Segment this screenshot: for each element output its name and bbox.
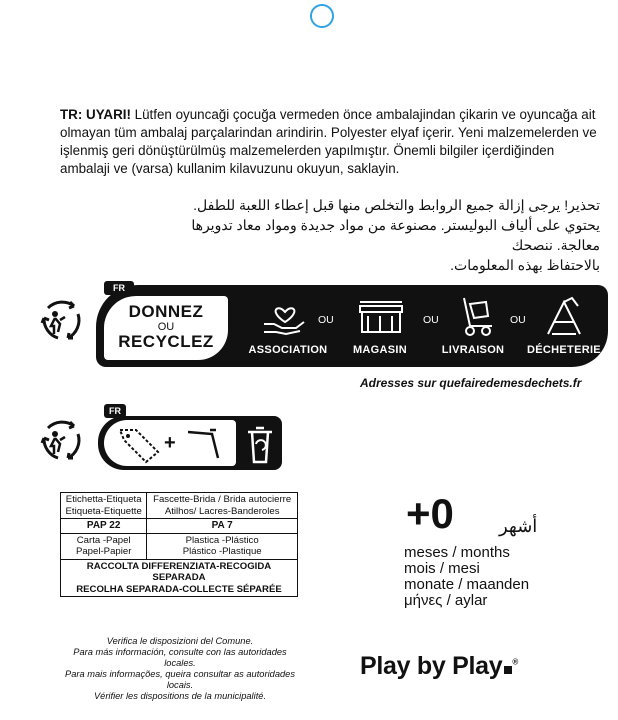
table-row xyxy=(61,559,298,597)
note-line: Para mais informações, queira consultar as autoridades locais. xyxy=(65,669,295,690)
separator-ou: OU xyxy=(510,314,526,326)
country-badge: FR xyxy=(104,404,126,418)
age-unit-line: monate / maanden xyxy=(404,576,530,593)
tie-hanger-icon xyxy=(182,424,226,464)
age-unit-line: meses / months xyxy=(404,544,510,561)
option-livraison-label: LIVRAISON xyxy=(441,344,505,356)
table-row xyxy=(61,533,298,559)
hand-truck-icon xyxy=(456,294,496,338)
arabic-warning xyxy=(170,195,600,275)
triman-icon xyxy=(40,418,84,462)
age-unit-line: mois / mesi xyxy=(404,560,480,577)
age-unit-line: μήνες / aylar xyxy=(404,592,488,609)
country-badge: FR xyxy=(104,281,134,295)
label-tag-icon xyxy=(116,424,162,464)
arabic-warning-line: تحذير! يرجى إزالة جميع الروابط والتخلص منها قبل إعطاء اللعبة للطفل. xyxy=(193,197,600,213)
turkish-warning xyxy=(60,106,600,178)
plus-sign: + xyxy=(164,432,176,454)
option-association-label: ASSOCIATION xyxy=(248,344,328,356)
recycling-bin-icon xyxy=(242,422,278,466)
donnez-text: DONNEZ xyxy=(128,302,204,321)
table-row xyxy=(61,493,298,519)
option-magasin-label: MAGASIN xyxy=(352,344,408,356)
store-icon xyxy=(356,298,406,336)
age-units xyxy=(404,545,604,609)
donnez-ou-recyclez xyxy=(104,296,228,360)
arabic-warning-line: يحتوي على ألياف البوليستر. مصنوعة من مواد جديدة ومواد معاد تدويرها معالجة. ننصحك xyxy=(191,217,600,253)
registered-mark: ® xyxy=(512,657,518,667)
separator-ou: OU xyxy=(318,314,334,326)
table-row xyxy=(61,519,298,534)
note-line: Verifica le disposizioni del Comune. xyxy=(106,636,254,646)
note-line: Vérifier les dispositions de la municipalité. xyxy=(93,691,267,701)
turkish-warning-body: Lütfen oyuncaği çocuğa vermeden önce ambalajindan çikarin ve oyuncağa ait olmayan tüm ambalaj parçalarindan arindirin. Polyester elyaf içerir. Yeni malzemelerden ve işlenmiş geri dönüştürülmüş malzemelerden yapılmıştır. Önemli bilgiler içerdiğinden ambalaji ve (varsa) kullanim kilavuzunu okuyun, saklayin. xyxy=(60,107,597,176)
heart-hand-icon xyxy=(262,298,308,336)
separator-ou: OU xyxy=(423,314,439,326)
address-link-text: Adresses sur quefairedemesdechets.fr xyxy=(360,376,582,390)
age-value: +0 xyxy=(406,490,454,537)
table-cell: Etichetta-Etiqueta Etiqueta-Etiquette xyxy=(61,493,147,519)
ou-text: OU xyxy=(157,321,175,333)
turkish-warning-title: TR: UYARI! xyxy=(60,107,131,122)
sorting-table xyxy=(60,492,298,597)
table-cell: PA 7 xyxy=(147,519,298,534)
note-line: Para más información, consulte con las autoridades locales. xyxy=(73,647,287,668)
brand-logo xyxy=(360,652,518,681)
table-cell: Plastica -Plástico Plástico -Plastique xyxy=(147,533,298,559)
brand-square-icon xyxy=(504,666,512,674)
arabic-warning-line: بالاحتفاظ بهذه المعلومات. xyxy=(450,257,600,273)
municipality-notes xyxy=(62,636,298,702)
table-cell: Carta -Papel Papel-Papier xyxy=(61,533,147,559)
recycling-tools-icon xyxy=(542,294,586,338)
option-decheterie-label: DÉCHETERIE xyxy=(527,344,601,356)
age-unit-arabic: أشهر xyxy=(499,516,538,536)
recyclez-text: RECYCLEZ xyxy=(118,332,214,351)
brand-name: Play by Play xyxy=(360,652,503,680)
table-cell: PAP 22 xyxy=(61,519,147,534)
table-cell: Fascette-Brida / Brida autocierre Atilhos/ Lacres-Banderoles xyxy=(147,493,298,519)
table-footer: RACCOLTA DIFFERENZIATA-RECOGIDA SEPARADA RECOLHA SEPARADA-COLLECTE SÉPARÉE xyxy=(61,559,298,597)
triman-icon xyxy=(40,298,84,342)
hanger-hole-icon xyxy=(310,4,334,28)
